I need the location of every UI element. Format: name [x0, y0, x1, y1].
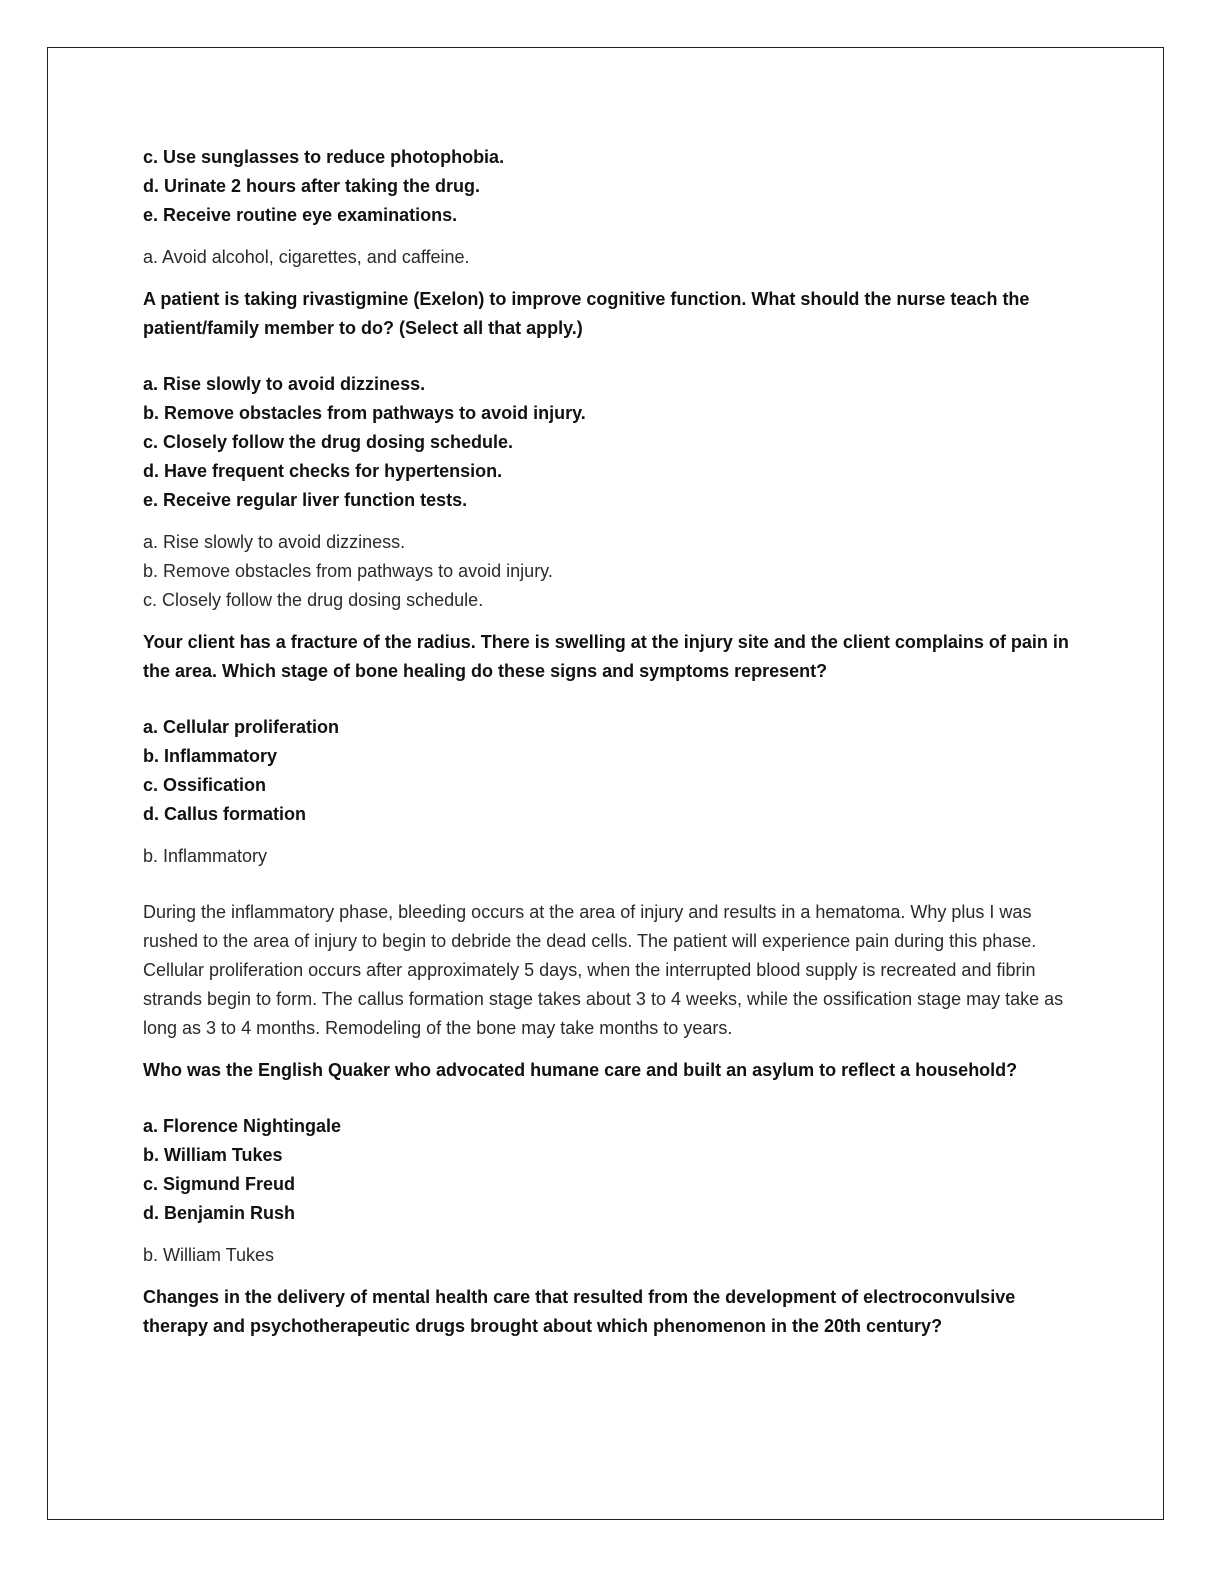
option-d: d. Benjamin Rush	[143, 1203, 296, 1223]
question-text: A patient is taking rivastigmine (Exelon) to improve cognitive function. What should the nurse teach the patient/family member to do? (Select all that apply.)	[143, 289, 1030, 338]
question-text: Who was the English Quaker who advocated humane care and built an asylum to reflect a household?	[143, 1060, 1018, 1080]
option-c: c. Sigmund Freud	[143, 1174, 296, 1194]
answer: b. Remove obstacles from pathways to avoid injury.	[143, 561, 553, 581]
option-b: b. Inflammatory	[143, 746, 278, 766]
question-text: Your client has a fracture of the radius. There is swelling at the injury site and the client complains of pain in the area. Which stage of bone healing do these signs and symptoms represent?	[143, 632, 1069, 681]
option-a: a. Cellular proliferation	[143, 717, 340, 737]
option-c: c. Ossification	[143, 775, 267, 795]
answer: c. Closely follow the drug dosing schedule.	[143, 590, 484, 610]
answer: a. Rise slowly to avoid dizziness.	[143, 532, 406, 552]
option-e: e. Receive routine eye examinations.	[143, 205, 458, 225]
option-d: d. Urinate 2 hours after taking the drug.	[143, 176, 481, 196]
question-block-mental-health	[143, 1283, 1073, 1341]
question-block-quaker	[143, 1056, 1073, 1270]
option-d: d. Callus formation	[143, 804, 307, 824]
explanation-text: During the inflammatory phase, bleeding occurs at the area of injury and results in a hematoma. Why plus I was rushed to the area of injury to begin to debride the dead cells. The patient will experience pain during this phase. Cellular proliferation occurs after approximately 5 days, when the interrupted blood supply is recreated and fibrin strands begin to form. The callus formation stage takes about 3 to 4 weeks, while the ossification stage may take as long as 3 to 4 months. Remodeling of the bone may take months to years.	[143, 902, 1064, 1038]
option-c: c. Closely follow the drug dosing schedule.	[143, 432, 514, 452]
question-text: Changes in the delivery of mental health care that resulted from the development of electroconvulsive therapy and psychotherapeutic drugs brought about which phenomenon in the 20th century?	[143, 1287, 1016, 1336]
answer: b. Inflammatory	[143, 846, 268, 866]
question-block-bone-healing	[143, 628, 1073, 1043]
option-b: b. William Tukes	[143, 1145, 283, 1165]
option-c: c. Use sunglasses to reduce photophobia.	[143, 147, 505, 167]
question-block-rivastigmine	[143, 285, 1073, 615]
answer: b. William Tukes	[143, 1245, 275, 1265]
option-b: b. Remove obstacles from pathways to avoid injury.	[143, 403, 586, 423]
answer: a. Avoid alcohol, cigarettes, and caffeine.	[143, 247, 470, 267]
option-e: e. Receive regular liver function tests.	[143, 490, 468, 510]
option-a: a. Rise slowly to avoid dizziness.	[143, 374, 426, 394]
option-d: d. Have frequent checks for hypertension.	[143, 461, 503, 481]
question-block-continued	[143, 143, 1073, 272]
document-content	[143, 143, 1073, 1341]
option-a: a. Florence Nightingale	[143, 1116, 342, 1136]
